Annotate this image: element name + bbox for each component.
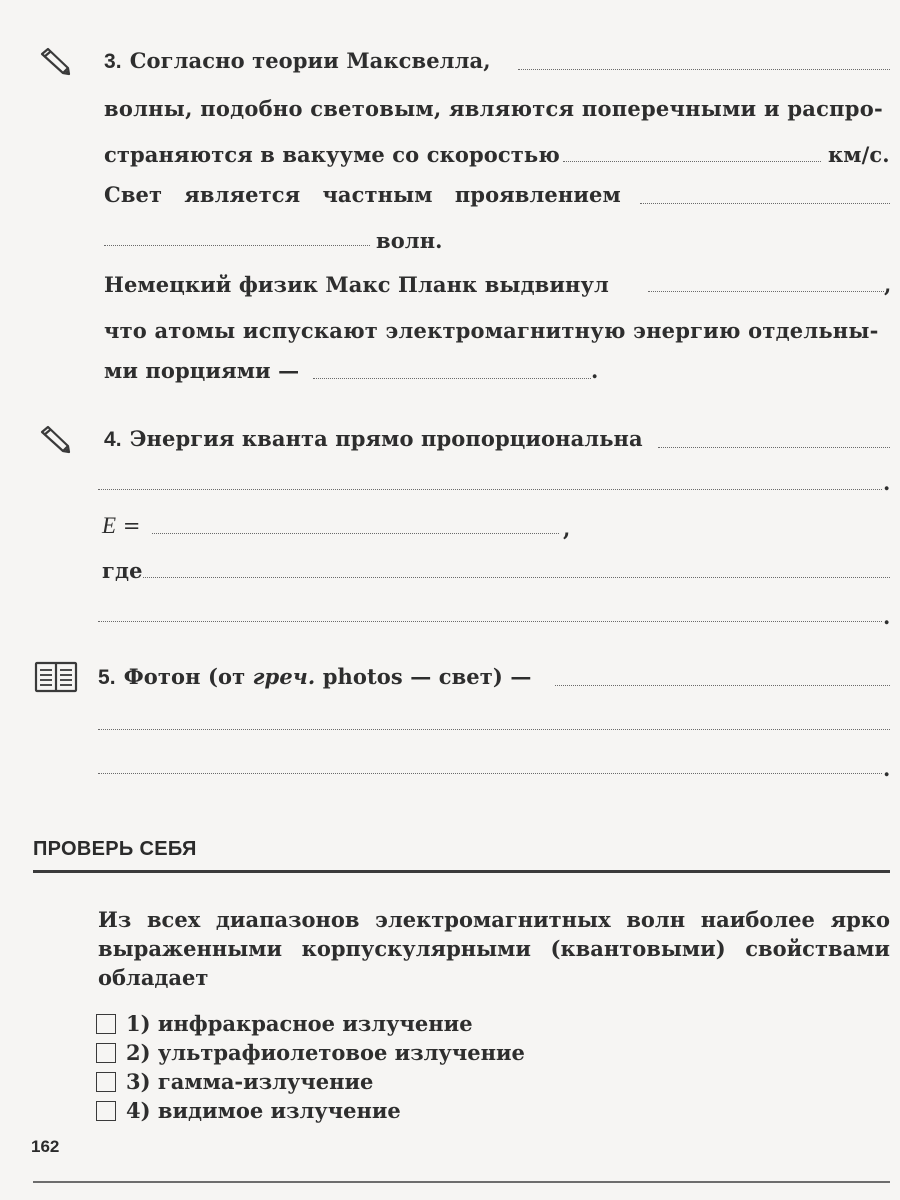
- page-number: 162: [31, 1137, 60, 1156]
- section-rule: [33, 870, 890, 873]
- task5-text-c: photos — свет) —: [315, 664, 532, 689]
- task3-blank-2[interactable]: [640, 203, 890, 204]
- task4-number: 4.: [104, 428, 122, 451]
- task4-where: где: [102, 558, 143, 583]
- option-1[interactable]: [96, 1010, 473, 1038]
- task5-number: 5.: [98, 666, 116, 689]
- book-icon: [34, 660, 78, 694]
- task4-formula-comma: ,: [563, 516, 571, 541]
- task4-blank-3[interactable]: [98, 621, 882, 622]
- task5-blank-3[interactable]: [98, 773, 882, 774]
- option-checkbox[interactable]: [96, 1101, 116, 1121]
- option-label: 3) гамма-излучение: [126, 1069, 374, 1094]
- pencil-icon: [38, 46, 72, 76]
- task3-line1: Согласно теории Максвелла,: [129, 48, 491, 73]
- task5-line3-period: .: [883, 756, 891, 781]
- task4-blank-where[interactable]: [143, 577, 890, 578]
- task3-blank-1[interactable]: [518, 69, 890, 70]
- task3-blank-4[interactable]: [648, 291, 884, 292]
- option-label: 4) видимое излучение: [126, 1098, 401, 1123]
- task3-blank-speed[interactable]: [563, 161, 821, 162]
- task4-line5-period: .: [883, 604, 891, 629]
- option-4[interactable]: [96, 1097, 401, 1125]
- footer-rule: [33, 1181, 890, 1183]
- task3-line4: Свет является частным проявлением: [104, 182, 621, 207]
- task3-line7: что атомы испускают электромагнитную энергию отдельны-: [104, 318, 879, 343]
- task3-unit: км/с.: [828, 142, 890, 167]
- task4-formula-blank[interactable]: [152, 533, 559, 534]
- option-checkbox[interactable]: [96, 1043, 116, 1063]
- task3-blank-3[interactable]: [104, 245, 370, 246]
- pencil-icon: [38, 424, 72, 454]
- equals-sign: =: [116, 514, 141, 538]
- task3-line8-period: .: [591, 358, 599, 383]
- option-3[interactable]: [96, 1068, 373, 1096]
- option-2[interactable]: [96, 1039, 525, 1067]
- task5-blank-1[interactable]: [555, 685, 890, 686]
- check-question: Из всех диапазонов электромагнитных волн наиболее ярко выраженными корпускулярными (квантовыми) свойствами обладает: [98, 907, 890, 990]
- task3-line6: Немецкий физик Макс Планк выдвинул: [104, 272, 609, 297]
- task3-line6-comma: ,: [884, 272, 892, 297]
- task3-line8: ми порциями —: [104, 358, 300, 383]
- task4-blank-1[interactable]: [658, 447, 890, 448]
- section-heading: ПРОВЕРЬ СЕБЯ: [33, 838, 197, 860]
- option-label: 1) инфракрасное излучение: [126, 1011, 473, 1036]
- task3-line2: волны, подобно световым, являются поперечными и распро-: [104, 96, 883, 121]
- task3-blank-5[interactable]: [313, 378, 591, 379]
- task4-blank-2[interactable]: [98, 489, 882, 490]
- task4-line1: Энергия кванта прямо пропорциональна: [129, 426, 643, 451]
- task5-text-a: Фотон (от: [123, 664, 253, 689]
- option-checkbox[interactable]: [96, 1014, 116, 1034]
- task5-blank-2[interactable]: [98, 729, 890, 730]
- option-checkbox[interactable]: [96, 1072, 116, 1092]
- task5-text-greek: греч.: [252, 664, 316, 689]
- task3-number: 3.: [104, 50, 122, 73]
- energy-symbol: E: [102, 513, 117, 538]
- task3-line5: волн.: [376, 228, 443, 253]
- task3-line3: страняются в вакууме со скоростью: [104, 142, 560, 167]
- task4-line2-period: .: [883, 470, 891, 495]
- option-label: 2) ультрафиолетовое излучение: [126, 1040, 525, 1065]
